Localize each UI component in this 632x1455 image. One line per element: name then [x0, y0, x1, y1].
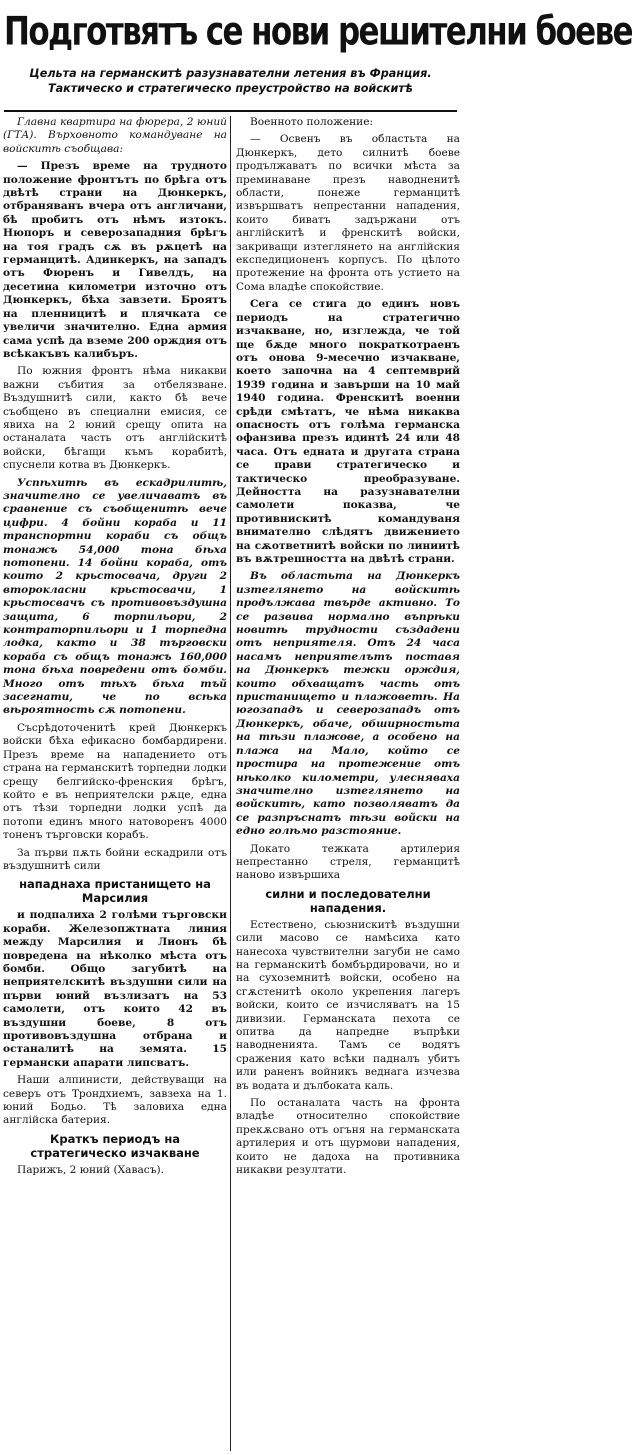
headline-divider — [4, 110, 457, 112]
allied-air-paragraph: Естествено, сьюзнискитѣ въздушни сили масово се намѣсиха като нанесоха чувствителни загуби не само на германскитѣ бомбърдировачи, но и на сухоземнитѣ войски, особено на сгѫстенитѣ около укрепения лагеръ войски, които се изчисляватъ на 15 дивизии. Германската пехота се опитва да напредне въпрѣки наводненията. Тамъ се водятъ сражения като всѣки падналъ убитъ или раненъ войникъ веднага изчезва въ водата и дълбоката каль. — [236, 918, 460, 1092]
squadrons-paragraph: Успѣхитѣ въ ескадрилитѣ, значително се увеличаватъ въ сравнение съ съобщенитѣ вече цифри. 4 бойни кораба и 11 транспортни кораби съ общъ тонажъ 54,000 тона бѣха потопени. 14 бойни кораба, отъ които 2 крьстосвача, други 2 второкласни крьстосвачи, 1 крьстосвачъ съ противовъздушна защита, 6 торпильори, 2 контраторпильори и 1 торпедна лодка, както и 38 търговски кораба съ общъ тонажъ 160,000 тона бѣха повредени отъ бомби. Много отъ тѣхъ бѣха тъй засегнати, че по всѣка вѣроятность сѫ потопени. — [3, 476, 227, 717]
artillery-paragraph: Докато тежката артилерия непрестанно стреля, германцитѣ наново извършиха — [236, 842, 460, 882]
right-column — [236, 116, 460, 1181]
communique-paragraph: — Презъ време на трудното положение фронтътъ по брѣга отъ двѣтѣ страни на Дюнкеркъ, отбраняванъ вчера отъ англичани, бѣ пробитъ отъ нѣмъ изтокъ. Нюпоръ и северозападния брѣгъ на тоя градъ сѫ въ рѫцетѣ на германцитѣ. Адинкеркъ, на западъ отъ Фюренъ и Гивелдъ, на десетина километри източно отъ Дюнкеркъ, бѣха завзети. Броятъ на пленницитѣ и плячката се увеличи значително. Една армия сама успѣ да вземе 200 орждия отъ всѣкакъвъ калибъръ. — [3, 160, 227, 360]
rest-of-front-paragraph: По останалата часть на фронта владѣе относително спокойствие прекѫсвано отъ огъня на германската артилерия и отъ щурмови нападения, които не дадоха на противника никакви резултати. — [236, 1097, 460, 1177]
evacuation-paragraph: Въ областьта на Дюнкеркъ изтеглянето на войскитѣ продължава твърде активно. То се развива нормално въпрѣки новитѣ трудности създадени отъ неприятеля. Отъ 24 часа насамъ неприятелътъ поставя на Дюнкеркъ тежки орждия, които обхващатъ часть отъ пристанището и плажоветѣ. На югозападъ и северозападъ отъ Дюнкеркъ, обаче, обширностьта на тѣзи плажове, а особено на плажа на Мало, който се простира на протежение отъ нѣколко километри, улесняваха значително изтеглянето на войскитѣ, като позволяватъ да се разпръснатъ тѣзи войски на едно голѣмо разстояние. — [236, 570, 460, 838]
southern-front-paragraph: По южния фронтъ нѣма никакви важни събития за отбелязване. Въздушнитѣ сили, както бѣ вече съобщено въ специални емисия, се явиха на 2 юний срещу опита на останалата часть отъ англійскитѣ войски, бѣгащи къмъ корабитѣ, спуснели котва въ Дюнкеркъ. — [3, 365, 227, 472]
left-column — [3, 116, 227, 1181]
dunkirk-fighting-paragraph: — Освенъ въ областьта на Дюнкеркъ, дето силнитѣ боеве продължаватъ по всички мѣста за преминаване презъ наводненитѣ области, понеже германцитѣ извършватъ непрестанни нападения, които биватъ задържани отъ англійскитѣ и френскитѣ войски, закриващи изтеглянето на англійския експедиционенъ корпусъ. По цѣлото протежение на фронта отъ устието на Сома владѣе спокойствие. — [236, 133, 460, 293]
dunkirk-bombing-paragraph: Съсрѣдоточенитѣ крей Дюнкеркъ войски бѣха ефикасно бомбардирени. Презъ време на нападението отъ страна на германскитѣ торпедни лодки срещу белгийско-френския брѣгъ, който е въ неприятелски рѫце, една отъ тѣзи торпедни лодки успѣ да потопи единъ много натоворенъ 4000 тоненъ търговски корабъ. — [3, 721, 227, 842]
headline: Подготвятъ се нови решителни боеве — [4, 9, 632, 55]
column-divider — [230, 116, 231, 1451]
marseille-subheading: нападнаха пристанището на Марсилия — [19, 877, 211, 906]
dateline-paragraph: Главна квартира на фюрера, 2 юний (ГТА). Върховното командуване на войскитѣ съобщава: — [3, 116, 227, 155]
subheadline: Цельта на германскитѣ разузнавателни летения въ Франция. Тактическо и стратегическо преустройство на войскитѣ — [29, 67, 432, 95]
military-situation-label: Военното положение: — [250, 116, 374, 128]
first-time-paragraph: За първи пѫть бойни ескадрили отъ въздушнитѣ сили — [3, 846, 227, 872]
attacks-subheading: силни и последователни нападения. — [265, 886, 431, 915]
strategic-waiting-subheading: Краткъ периодъ на стратегическо изчакване — [30, 1131, 200, 1160]
marseille-paragraph: и подпалиха 2 голѣми търговски кораби. Железопжтната линия между Марсилия и Лионъ бѣ повредена на нѣколко мѣста отъ бомби. Общо загубитѣ на неприятелскитѣ въздушни сили на първи юний възлизатъ на 53 самолети, отъ които 42 въ въздушни боеве, 8 отъ противовъздушна отбрана и останалитѣ на земята. 15 германски апарати липсватъ. — [3, 909, 227, 1069]
alpinists-paragraph: Наши алпинисти, действуващи на северъ отъ Трондхиемъ, завзеха на 1. юний Бодьо. Тѣ заловиха една англійска батерия. — [3, 1074, 227, 1127]
paris-dateline: Парижъ, 2 юний (Хавасъ). — [17, 1163, 164, 1176]
new-period-paragraph: Сега се стига до единъ новъ периодъ на стратегично изчакване, но, изглежда, че той ще бѫде много пократкотраенъ отъ онова 9-месечно изчакване, което започна на 4 септемврий 1939 година и завърши на 10 май 1940 година. Френскитѣ военни срѣди смѣтатъ, че нѣма никаква опасность отъ голѣма германска офанзива презъ идинтѣ 24 или 48 часа. Отъ едната и другата страна се прави стратегическо и тактическо преобразуване. Дейността на разузнавателни самолети показва, че противнискитѣ командуваня внимателно слѣдятъ движението на сѫответнитѣ войски по линиитѣ въ вѫтрешността на двѣтѣ страни. — [236, 298, 460, 565]
